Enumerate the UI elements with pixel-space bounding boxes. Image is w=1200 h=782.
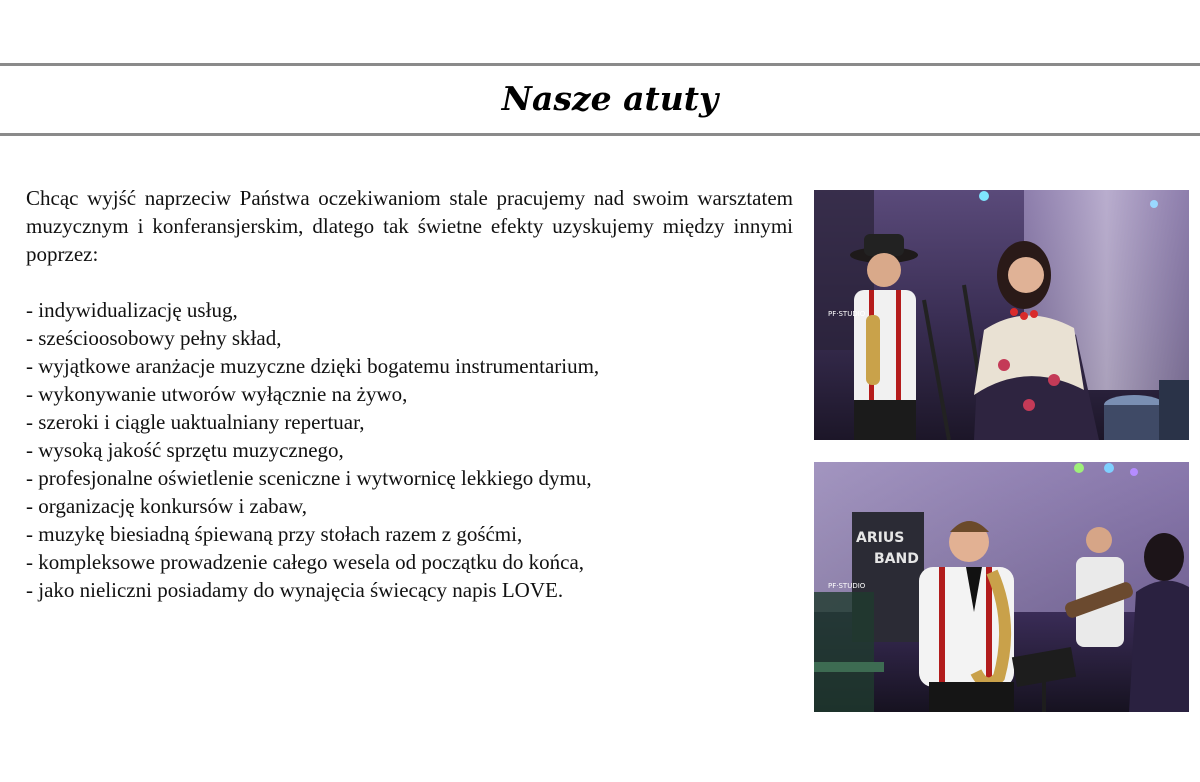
list-item: - szeroki i ciągle uaktualniany repertuar, [26, 410, 365, 434]
banner-text-arius: ARIUS [856, 530, 905, 546]
list-item: - kompleksowe prowadzenie całego wesela od początku do końca, [26, 550, 585, 574]
features-text [26, 184, 793, 604]
list-item: - wykonywanie utworów wyłącznie na żywo, [26, 382, 408, 406]
list-item: - jako nieliczni posiadamy do wynajęcia świecący napis LOVE. [26, 578, 564, 602]
band-photo-saxophonist [814, 462, 1189, 712]
list-item: - profesjonalne oświetlenie sceniczne i wytwornicę lekkiego dymu, [26, 466, 592, 490]
list-item: - sześcioosobowy pełny skład, [26, 326, 282, 350]
photo-watermark: PF·STUDIO [828, 310, 866, 318]
bottom-divider [0, 133, 1200, 136]
list-item: - wyjątkowe aranżacje muzyczne dzięki bogatemu instrumentarium, [26, 354, 600, 378]
photo-watermark: PF·STUDIO [828, 582, 866, 590]
list-item: - wysoką jakość sprzętu muzycznego, [26, 438, 344, 462]
list-item: - indywidualizację usług, [26, 298, 238, 322]
section-title: Nasze atuty [501, 79, 719, 118]
banner-text-band: BAND [874, 551, 919, 567]
list-item: - muzykę biesiadną śpiewaną przy stołach razem z gośćmi, [26, 522, 523, 546]
intro-paragraph: Chcąc wyjść naprzeciw Państwa oczekiwaniom stale pracujemy nad swoim warsztatem muzycznym i konferansjerskim, dlatego tak świetne efekty uzyskujemy między innymi poprzez: [26, 186, 793, 266]
top-divider [0, 63, 1200, 66]
list-item: - organizację konkursów i zabaw, [26, 494, 308, 518]
band-photo-singers [814, 190, 1189, 440]
features-list [26, 296, 793, 604]
